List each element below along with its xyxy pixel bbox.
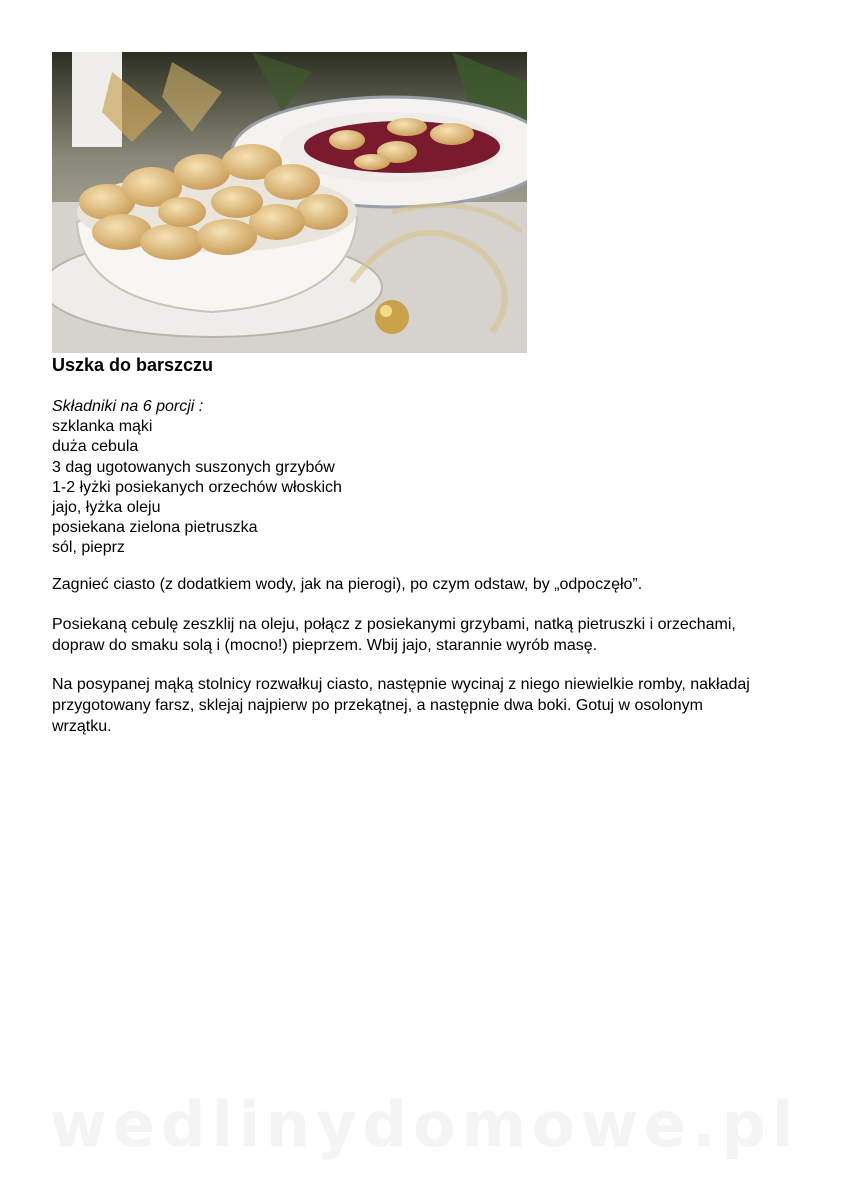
ingredient-item: szklanka mąki (52, 418, 153, 436)
step-paragraph: Zagnieć ciasto (z dodatkiem wody, jak na pierogi), po czym odstaw, by „odpoczęło”. (52, 576, 643, 593)
step-paragraph: Posiekaną cebulę zeszklij na oleju, połącz z posiekanymi grzybami, natką pietruszki i orzechami, dopraw do smaku solą i (mocno!) pieprzem. Wbij jajo, starannie wyrób masę. (52, 616, 736, 654)
watermark: wedlinydomowe.pl (49, 1088, 800, 1161)
recipe-photo (52, 52, 527, 353)
step-paragraph: Na posypanej mąką stolnicy rozwałkuj ciasto, następnie wycinaj z niego niewielkie romby, nakładaj przygotowany farsz, sklejaj najpierw po przekątnej, a następnie dwa boki. Gotuj w osolonym wrzątku. (52, 676, 750, 735)
ingredient-item: 1-2 łyżki posiekanych orzechów włoskich (52, 478, 342, 496)
ingredient-item: posiekana zielona pietruszka (52, 519, 258, 537)
ingredient-item: jajo, łyżka oleju (52, 499, 161, 517)
ingredient-item: 3 dag ugotowanych suszonych grzybów (52, 458, 335, 476)
ingredients-list (52, 397, 342, 559)
recipe-title: Uszka do barszczu (52, 355, 214, 375)
ingredients-heading: Składniki na 6 porcji : (52, 398, 204, 415)
ingredient-item: duża cebula (52, 438, 139, 456)
ingredient-item: sól, pieprz (52, 539, 125, 557)
